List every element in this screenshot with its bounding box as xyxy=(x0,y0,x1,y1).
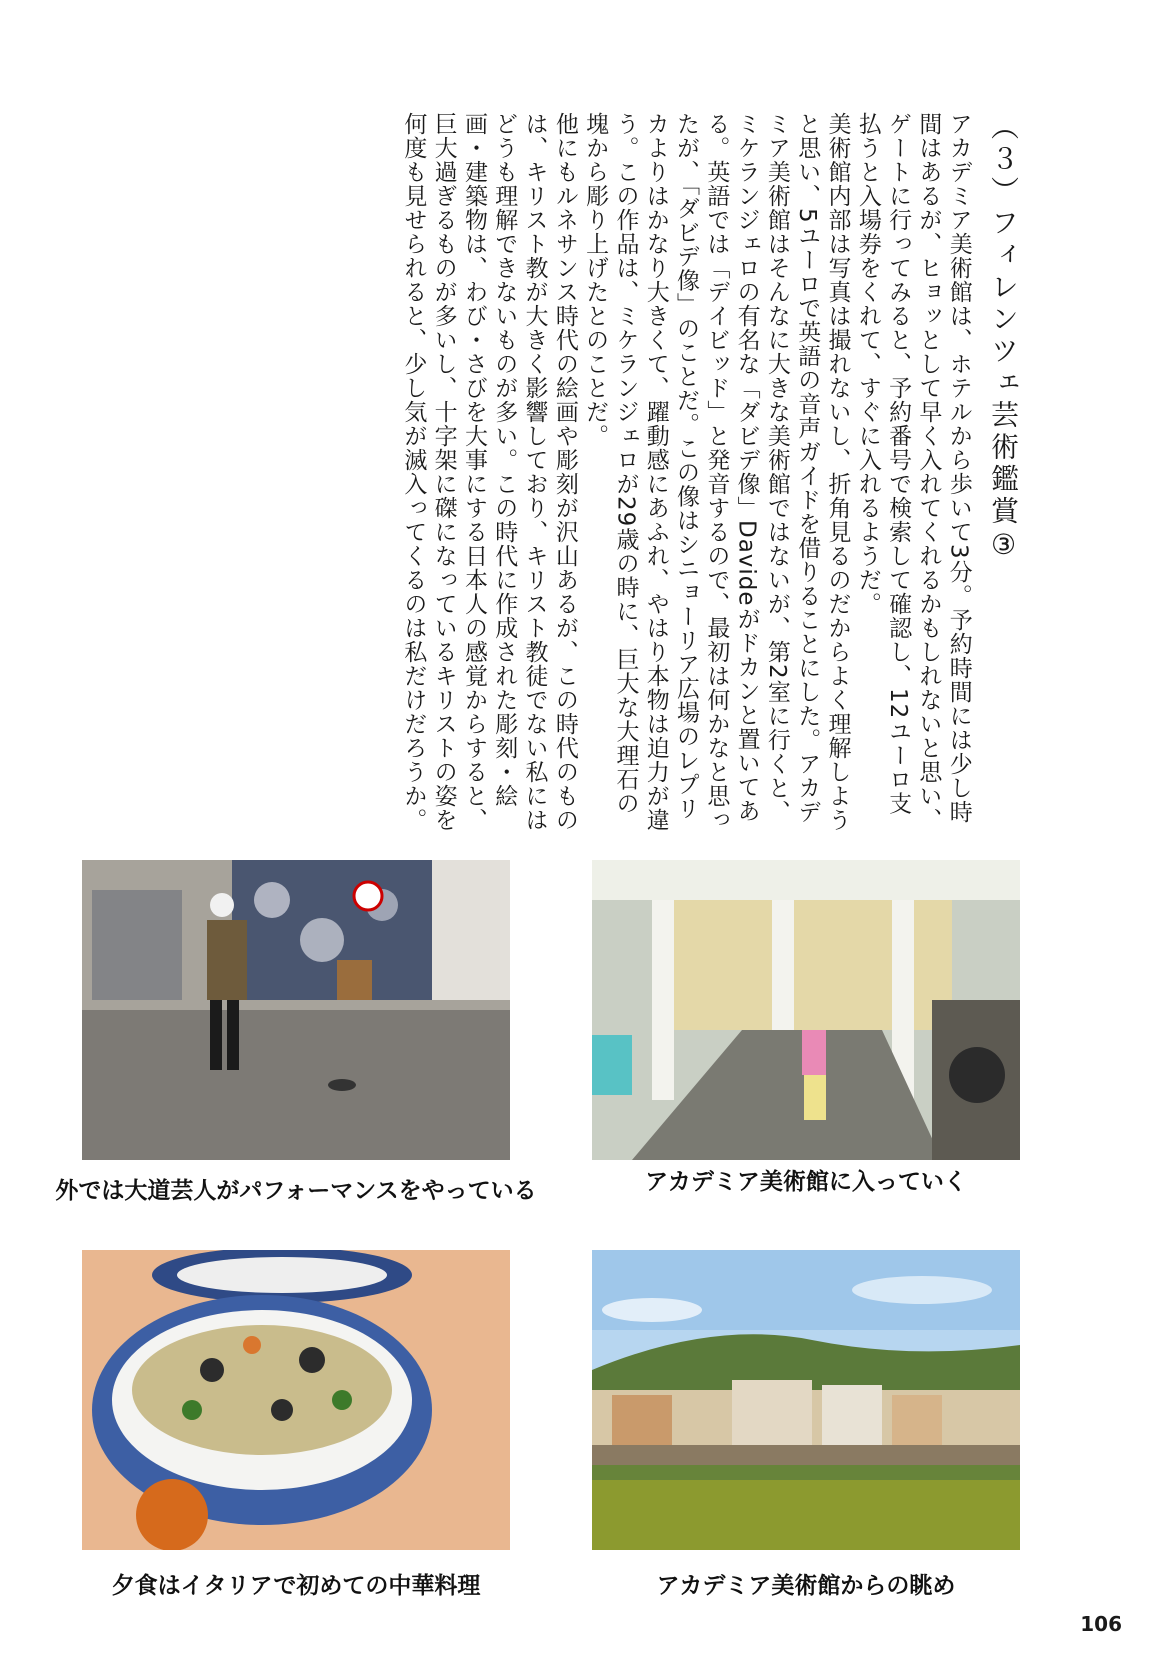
city-view-photo xyxy=(592,1250,1020,1550)
soup-bowl-photo xyxy=(82,1250,510,1550)
museum-staircase-photo xyxy=(592,860,1020,1160)
street-performer-photo xyxy=(82,860,510,1160)
caption-museum-entrance: アカデミア美術館に入っていく xyxy=(645,1169,967,1195)
caption-street-performer: 外では大道芸人がパフォーマンスをやっている xyxy=(55,1178,537,1204)
caption-dinner: 夕食はイタリアで初めての中華料理 xyxy=(111,1573,481,1599)
paragraph-1: アカデミア美術館は、ホテルから歩いて3分。予約時間には少し時間はあるが、ヒョッとして早く入れてくれるかもしれないと思い、ゲートに行ってみると、予約番号で検索して確認し、12ユーロ支払うと入場券をくれて、すぐに入れるようだ。 xyxy=(854,112,972,832)
paragraph-2: 美術館内部は写真は撮れないし、折角見るのだからよく理解しようと思い、5ユーロで英語の音声ガイドを借りることにした。アカデミア美術館はそんなに大きな美術館ではないが、第2室に行くと、ミケランジェロの有名な「ダビデ像」Davideがドカンと置いてある。英語では「デイビッド」と発音するので、最初は何かなと思ったが、「ダビデ像」のことだ。この像はシニョーリア広場のレプリカよりはかなり大きくて、躍動感にあふれ、やはり本物は迫力が違う。この作品は、ミケランジェロが29歳の時に、巨大な大理石の塊から彫り上げたとのことだ。 xyxy=(582,112,851,832)
article-heading: （３）フィレンツェ芸術鑑賞③ xyxy=(987,112,1020,565)
article-body xyxy=(148,112,1018,832)
caption-city-view: アカデミア美術館からの眺め xyxy=(656,1573,956,1599)
paragraph-3: 他にもルネサンス時代の絵画や彫刻が沢山あるが、この時代のものは、キリスト教が大きく影響しており、キリスト教徒でない私にはどうも理解できないものが多い。この時代に作成された彫刻・絵画・建築物は、わび・さびを大事にする日本人の感覚からすると、巨大過ぎるものが多いし、十字架に磔になっているキリストの姿を何度も見せられると、少し気が滅入ってくるのは私だけだろうか。 xyxy=(400,112,578,832)
page-number: 106 xyxy=(1080,1612,1122,1636)
